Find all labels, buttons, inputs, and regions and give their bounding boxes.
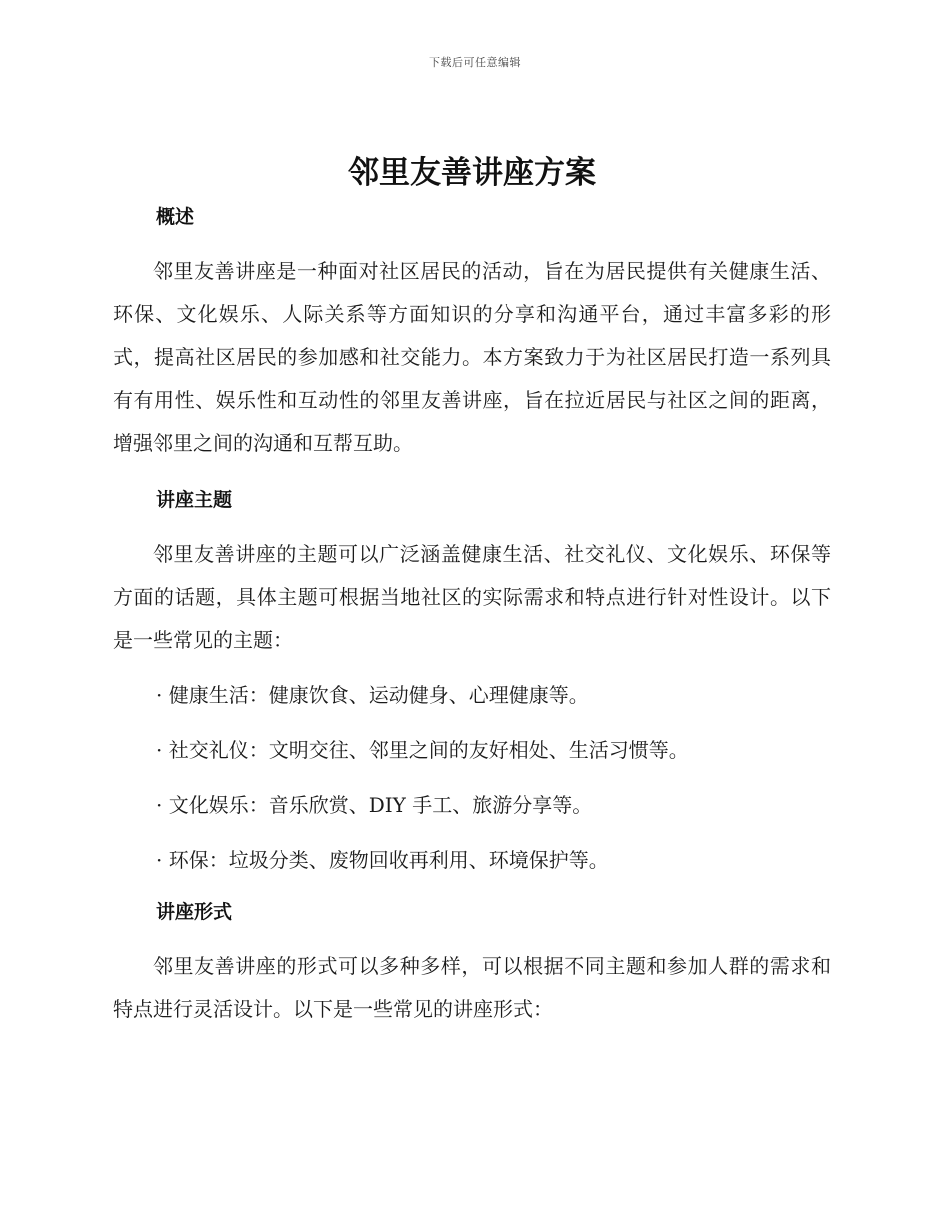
list-item: · 健康生活：健康饮食、运动健身、心理健康等。 [156, 683, 589, 707]
header-note: 下载后可任意编辑 [429, 56, 521, 69]
list-item: · 文化娱乐：音乐欣赏、DIY 手工、旅游分享等。 [156, 793, 593, 817]
section-overview [113, 202, 831, 465]
section-paragraph: 邻里友善讲座是一种面对社区居民的活动，旨在为居民提供有关健康生活、环保、文化娱乐、人际关系等方面知识的分享和沟通平台，通过丰富多彩的形式，提高社区居民的参加感和社交能力。本方案致力于为社区居民打造一系列具有有用性、娱乐性和互动性的邻里友善讲座，旨在拉近居民与社区之间的距离，增强邻里之间的沟通和互帮互助。 [113, 259, 831, 455]
section-paragraph: 邻里友善讲座的形式可以多种多样，可以根据不同主题和参加人群的需求和特点进行灵活设计。以下是一些常见的讲座形式： [113, 954, 831, 1021]
section-format [113, 897, 831, 1031]
section-heading: 讲座形式 [156, 901, 233, 923]
list-item: · 环保：垃圾分类、废物回收再利用、环境保护等。 [156, 848, 609, 872]
section-paragraph: 邻里友善讲座的主题可以广泛涵盖健康生活、社交礼仪、文化娱乐、环保等方面的话题，具体主题可根据当地社区的实际需求和特点进行针对性设计。以下是一些常见的主题： [113, 542, 831, 652]
document-title: 邻里友善讲座方案 [348, 155, 596, 191]
document-body [113, 148, 831, 1031]
section-heading: 概述 [156, 206, 195, 228]
section-topics [113, 485, 831, 875]
list-item: · 社交礼仪：文明交往、邻里之间的友好相处、生活习惯等。 [156, 738, 689, 762]
section-heading: 讲座主题 [156, 489, 233, 511]
